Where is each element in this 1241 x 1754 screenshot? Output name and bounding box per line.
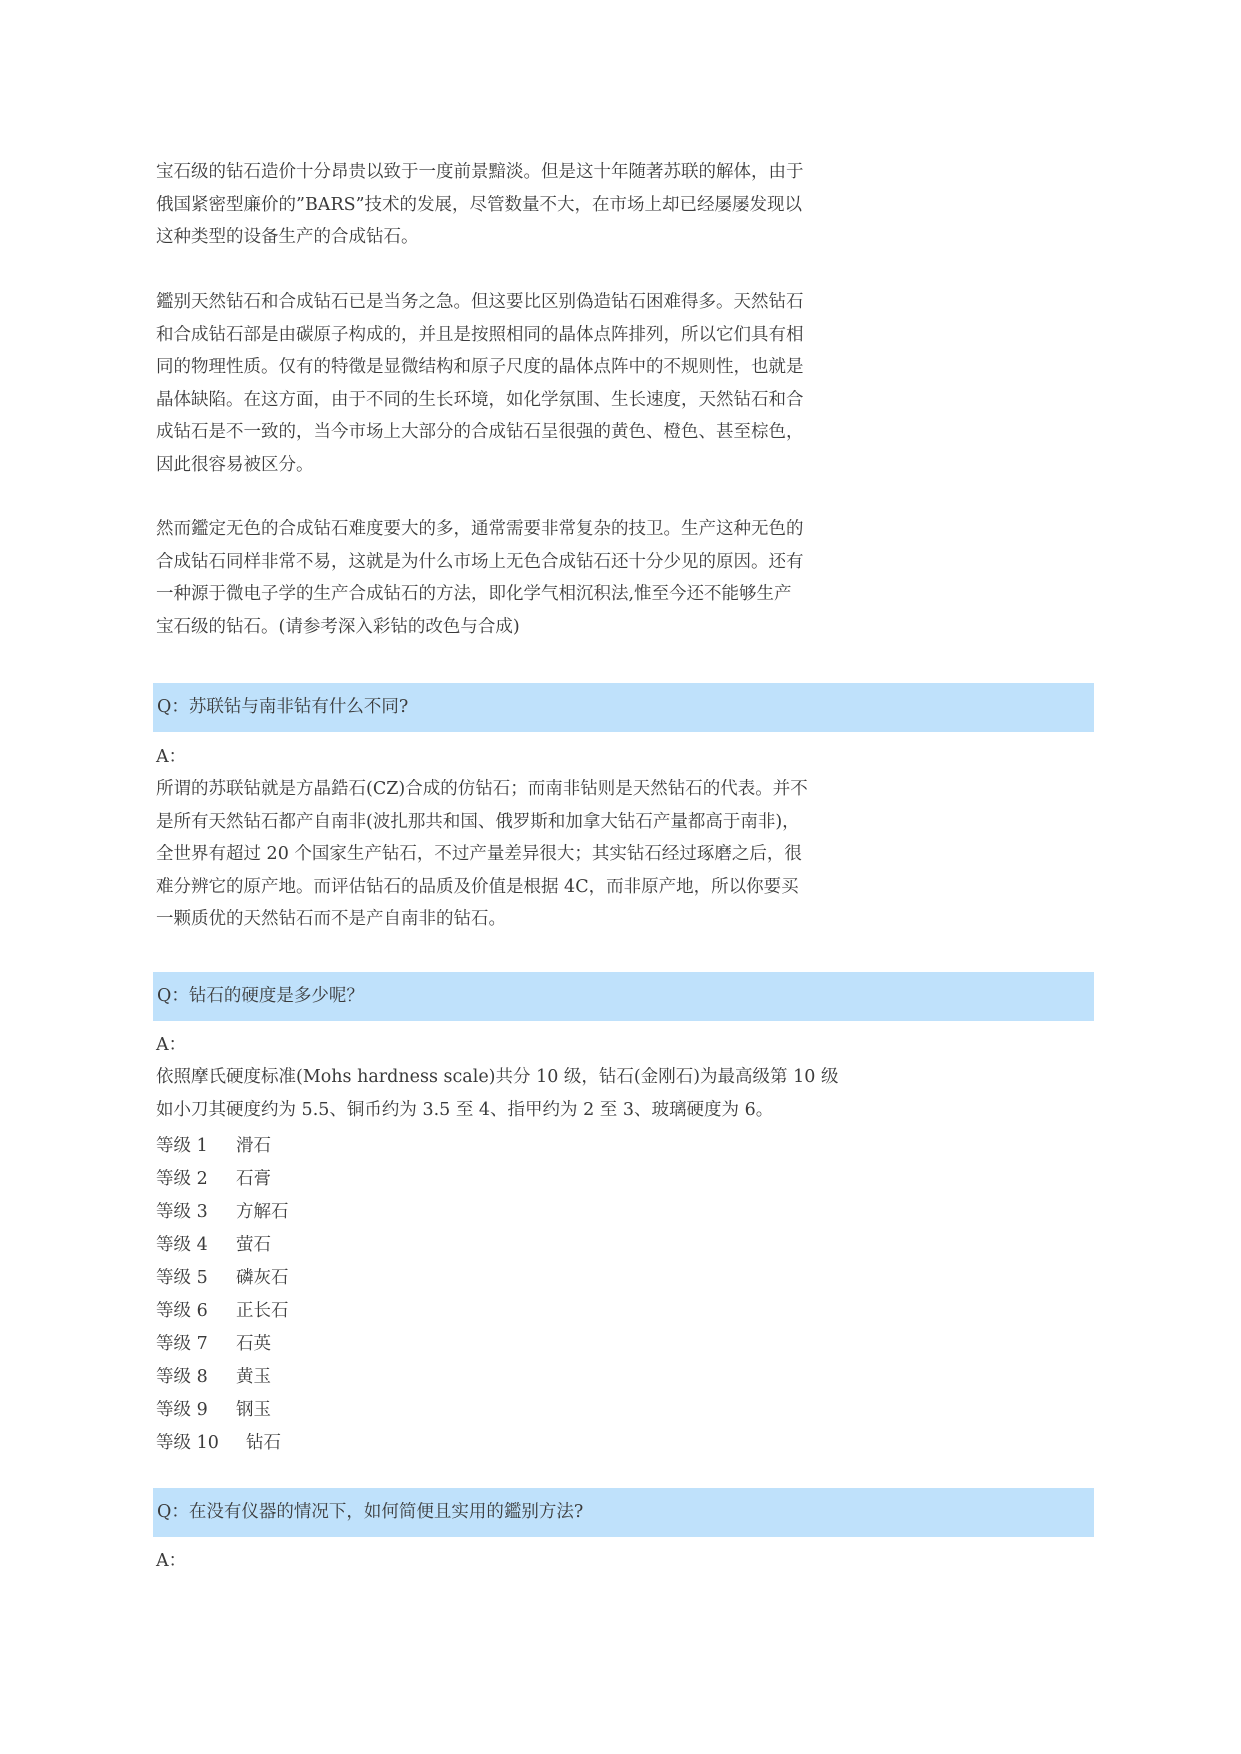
hardness-scale-list	[156, 1130, 289, 1460]
list-item	[156, 1163, 289, 1196]
text-line: 是所有天然钻石都产自南非(波扎那共和国、俄罗斯和加拿大钻石产量都高于南非)，	[156, 811, 800, 832]
mineral-name: 正长石	[236, 1301, 289, 1321]
answer-label: A：	[156, 1035, 187, 1055]
mineral-name: 黄玉	[236, 1367, 271, 1387]
level-label: 等级 2	[156, 1169, 208, 1189]
mineral-name: 磷灰石	[236, 1268, 289, 1288]
list-item	[156, 1196, 289, 1229]
text-line: 合成钻石同样非常不易，这就是为什么市场上无色合成钻石还十分少见的原因。还有	[156, 551, 804, 572]
intro-paragraph-2	[156, 286, 856, 481]
text-line: 所谓的苏联钻就是方晶鋯石(CZ)合成的仿钻石；而南非钻则是天然钻石的代表。并不	[156, 779, 808, 799]
list-item	[156, 1394, 289, 1427]
mineral-name: 钢玉	[236, 1400, 271, 1420]
text-line: 然而鑑定无色的合成钻石难度要大的多，通常需要非常复杂的技卫。生产这种无色的	[156, 519, 804, 539]
text-line: 宝石级的钻石造价十分昂贵以致于一度前景黯淡。但是这十年随著苏联的解体，由于	[156, 162, 804, 182]
list-item	[156, 1427, 289, 1460]
level-label: 等级 6	[156, 1301, 208, 1321]
text-line: 一颗质优的天然钻石而不是产自南非的钻石。	[156, 909, 506, 929]
list-item	[156, 1361, 289, 1394]
text-line: 这种类型的设备生产的合成钻石。	[156, 227, 419, 247]
question-text: Q：钻石的硬度是多少呢？	[157, 986, 364, 1006]
answer-label: A：	[156, 747, 187, 767]
level-label: 等级 4	[156, 1235, 208, 1255]
list-item	[156, 1328, 289, 1361]
level-label: 等级 9	[156, 1400, 208, 1420]
text-line: 晶体缺陷。在这方面，由于不同的生长环境，如化学氛围、生长速度，天然钻石和合	[156, 389, 804, 410]
text-line: 难分辨它的原产地。而评估钻石的品质及价值是根据 4C，而非原产地，所以你要买	[156, 876, 799, 897]
question-text: Q：苏联钻与南非钻有什么不同?	[157, 697, 409, 717]
answer-paragraph-2	[156, 1061, 850, 1126]
level-label: 等级 5	[156, 1268, 208, 1288]
text-line: 因此很容易被区分。	[156, 454, 314, 475]
level-label: 等级 8	[156, 1367, 208, 1387]
answer-paragraph-1	[156, 773, 856, 936]
text-line: 依照摩氏硬度标准(Mohs hardness scale)共分 10 级，钻石(金刚石)为最高级第 10 级	[156, 1067, 839, 1087]
text-line: 宝石级的钻石。(请参考深入彩钻的改色与合成)	[156, 616, 520, 637]
intro-paragraph-3	[156, 513, 856, 643]
list-item	[156, 1262, 289, 1295]
intro-paragraph-1	[156, 156, 856, 254]
level-label: 等级 10	[156, 1433, 219, 1453]
mineral-name: 钻石	[246, 1433, 281, 1453]
text-line: 全世界有超过 20 个国家生产钻石，不过产量差异很大；其实钻石经过琢磨之后，很	[156, 844, 802, 864]
mineral-name: 萤石	[236, 1235, 271, 1255]
level-label: 等级 1	[156, 1136, 208, 1156]
list-item	[156, 1295, 289, 1328]
list-item	[156, 1229, 289, 1262]
question-bar-1	[153, 683, 1094, 732]
mineral-name: 滑石	[236, 1136, 271, 1156]
answer-label: A：	[156, 1551, 187, 1571]
text-line: 如小刀其硬度约为 5.5、铜币约为 3.5 至 4、指甲约为 2 至 3、玻璃硬度为 6。	[156, 1099, 774, 1120]
level-label: 等级 7	[156, 1334, 208, 1354]
text-line: 同的物理性质。仅有的特徵是显微结构和原子尺度的晶体点阵中的不规则性，也就是	[156, 357, 804, 377]
mineral-name: 石英	[236, 1334, 271, 1354]
text-line: 俄国紧密型廉价的”BARS”技术的发展，尽管数量不大，在市场上却已经屡屡发现以	[156, 194, 803, 215]
text-line: 成钻石是不一致的，当今市场上大部分的合成钻石呈很强的黄色、橙色、甚至棕色，	[156, 422, 804, 442]
text-line: 和合成钻石部是由碳原子构成的，并且是按照相同的晶体点阵排列，所以它们具有相	[156, 324, 804, 345]
question-bar-2	[153, 972, 1094, 1021]
question-text: Q：在没有仪器的情况下，如何简便且实用的鑑别方法?	[157, 1502, 584, 1522]
level-label: 等级 3	[156, 1202, 208, 1222]
text-line: 一种源于微电子学的生产合成钻石的方法，即化学气相沉积法,惟至今还不能够生产	[156, 584, 792, 604]
question-bar-3	[153, 1488, 1094, 1537]
list-item	[156, 1130, 289, 1163]
mineral-name: 方解石	[236, 1202, 289, 1222]
text-line: 鑑别天然钻石和合成钻石已是当务之急。但这要比区别偽造钻石困难得多。天然钻石	[156, 292, 804, 312]
mineral-name: 石膏	[236, 1169, 271, 1189]
